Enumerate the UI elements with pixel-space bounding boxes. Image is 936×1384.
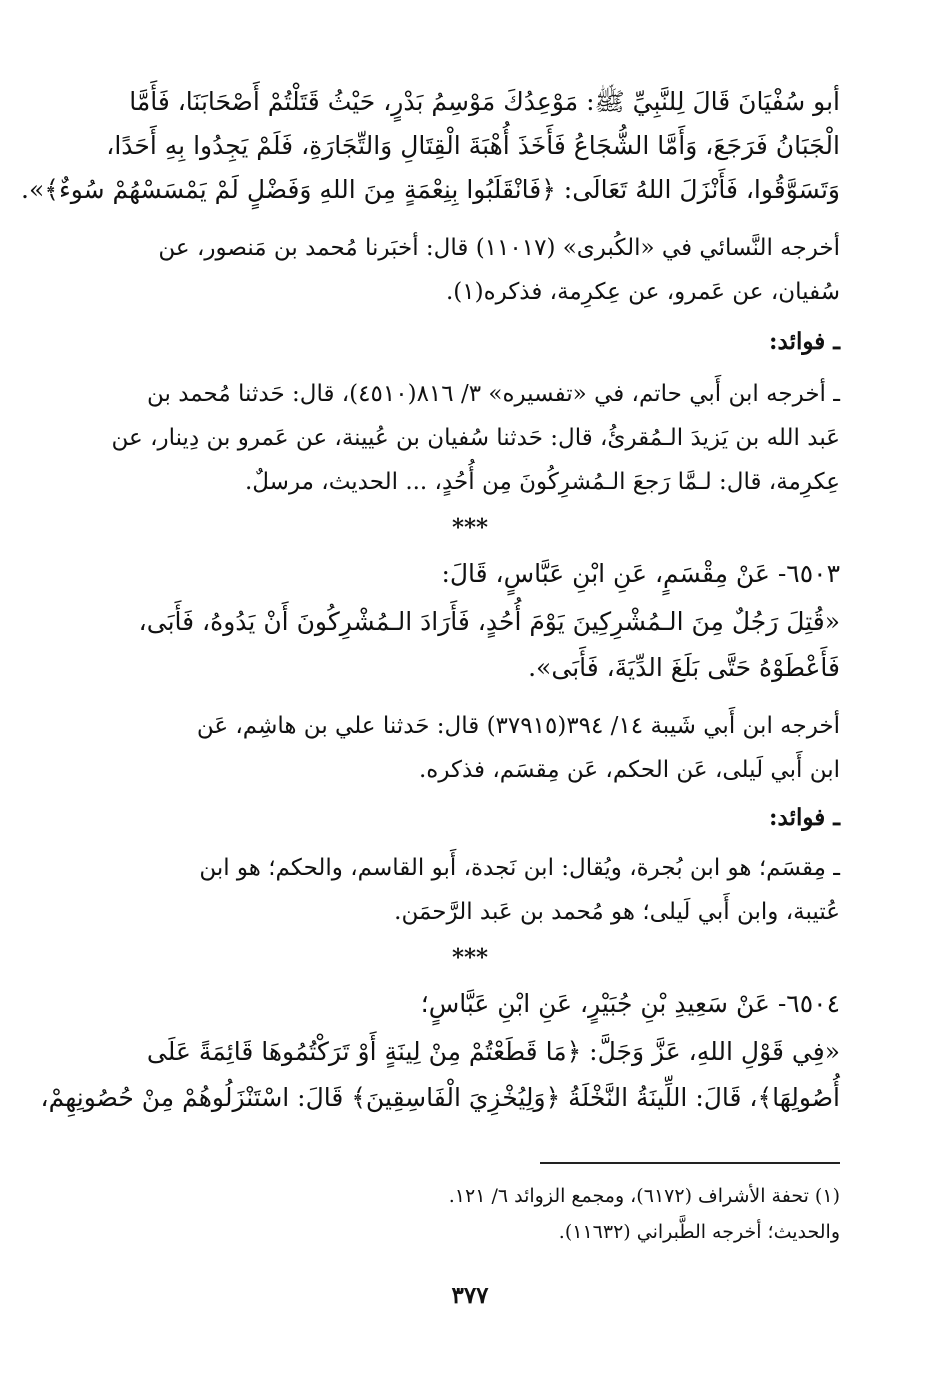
- section-heading: ـ فوائد:: [769, 328, 840, 355]
- footnote: (١) تحفة الأشراف (٦١٧٢)، ومجمع الزوائد ٦/ ١٢١.: [448, 1185, 840, 1207]
- text-line: «قُتِلَ رَجُلٌ مِنَ الـمُشْرِكِينَ يَوْمَ أُحُدٍ، فَأَرَادَ الـمُشْرِكُونَ أَنْ يَدُوهُ، فَأَبَى،: [138, 607, 840, 636]
- footnote-rule: [540, 1162, 840, 1164]
- text-line: أبو سُفْيَانَ قَالَ لِلنَّبِيِّ ﷺ: مَوْعِدُكَ مَوْسِمُ بَدْرٍ، حَيْثُ قَتَلْتُمْ أَصْحَابَنَا، فَأَمَّا: [129, 87, 840, 116]
- page-number: ٣٧٧: [451, 1282, 489, 1309]
- text-line: «فِي قَوْلِ اللهِ، عَزَّ وَجَلَّ: ﴿مَا قَطَعْتُمْ مِنْ لِينَةٍ أَوْ تَرَكْتُمُوهَا قَائِمَةً عَلَى: [146, 1037, 840, 1066]
- separator: ***: [451, 514, 489, 541]
- text-line: عَبد الله بن يَزيدَ الـمُقرئُ، قال: حَدثنا سُفيان بن عُيينة، عن عَمرو بن دِينار، عن: [111, 425, 840, 451]
- text-line: الْجَبَانُ فَرَجَعَ، وَأَمَّا الشُّجَاعُ فَأَخَذَ أُهْبَةَ الْقِتَالِ وَالتِّجَارَةِ، فَلَمْ يَجِدُوا بِهِ أَحَدًا،: [106, 131, 840, 160]
- text-line: أخرجه النَّسائي في «الكُبرى» (١١٠١٧) قال: أخبَرنا مُحمد بن مَنصور، عن: [158, 235, 840, 261]
- footnote: والحديث؛ أخرجه الطَّبراني (١١٦٣٢).: [558, 1221, 840, 1243]
- text-line: عُتيبة، وابن أَبي لَيلى؛ هو مُحمد بن عَبد الرَّحمَن.: [394, 899, 840, 925]
- document-page: [21, 82, 840, 1372]
- text-line: ـ مِقسَم؛ هو ابن بُجرة، ويُقال: ابن نَجدة، أَبو القاسم، والحكم؛ هو ابن: [199, 855, 840, 881]
- text-line: أُصُولِهَا﴾، قَالَ: اللِّينَةُ النَّخْلَةُ ﴿وَلِيُخْزِيَ الْفَاسِقِينَ﴾ قَالَ: اسْتَنْزَلُوهُمْ مِنْ حُصُونِهِمْ،: [40, 1083, 840, 1112]
- text-line: ـ أخرجه ابن أَبي حاتم، في «تفسيره» ٣/ ٨١٦(٤٥١٠)، قال: حَدثنا مُحمد بن: [146, 381, 840, 407]
- text-line: وَتَسَوَّقُوا، فَأَنْزَلَ اللهُ تَعَالَى: ﴿فَانْقَلَبُوا بِنِعْمَةٍ مِنَ اللهِ وَفَضْلٍ لَمْ يَمْسَسْهُمْ سُوءٌ﴾».: [21, 175, 840, 204]
- text-line: فَأَعْطَوْهُ حَتَّى بَلَغَ الدِّيَةَ، فَأَبَى».: [528, 653, 840, 682]
- hadith-heading: ٦٥٠٤- عَنْ سَعِيدِ بْنِ جُبَيْرٍ، عَنِ ابْنِ عَبَّاسٍ؛: [420, 989, 840, 1018]
- text-line: عِكرِمة، قال: لـمَّا رَجعَ الـمُشرِكُونَ مِن أُحُدٍ، ... الحديث، مرسلٌ.: [244, 469, 840, 495]
- separator: ***: [451, 944, 489, 971]
- hadith-heading: ٦٥٠٣- عَنْ مِقْسَمٍ، عَنِ ابْنِ عَبَّاسٍ، قَالَ:: [441, 559, 840, 588]
- text-line: سُفيان، عن عَمرو، عن عِكرِمة، فذكره(١).: [445, 279, 840, 305]
- section-heading: ـ فوائد:: [769, 804, 840, 831]
- text-line: أخرجه ابن أَبي شَيبة ١٤/ ٣٩٤(٣٧٩١٥) قال: حَدثنا علي بن هاشِم، عَن: [196, 713, 840, 739]
- text-line: ابن أَبي لَيلى، عَن الحكم، عَن مِقسَم، فذكره.: [418, 757, 840, 783]
